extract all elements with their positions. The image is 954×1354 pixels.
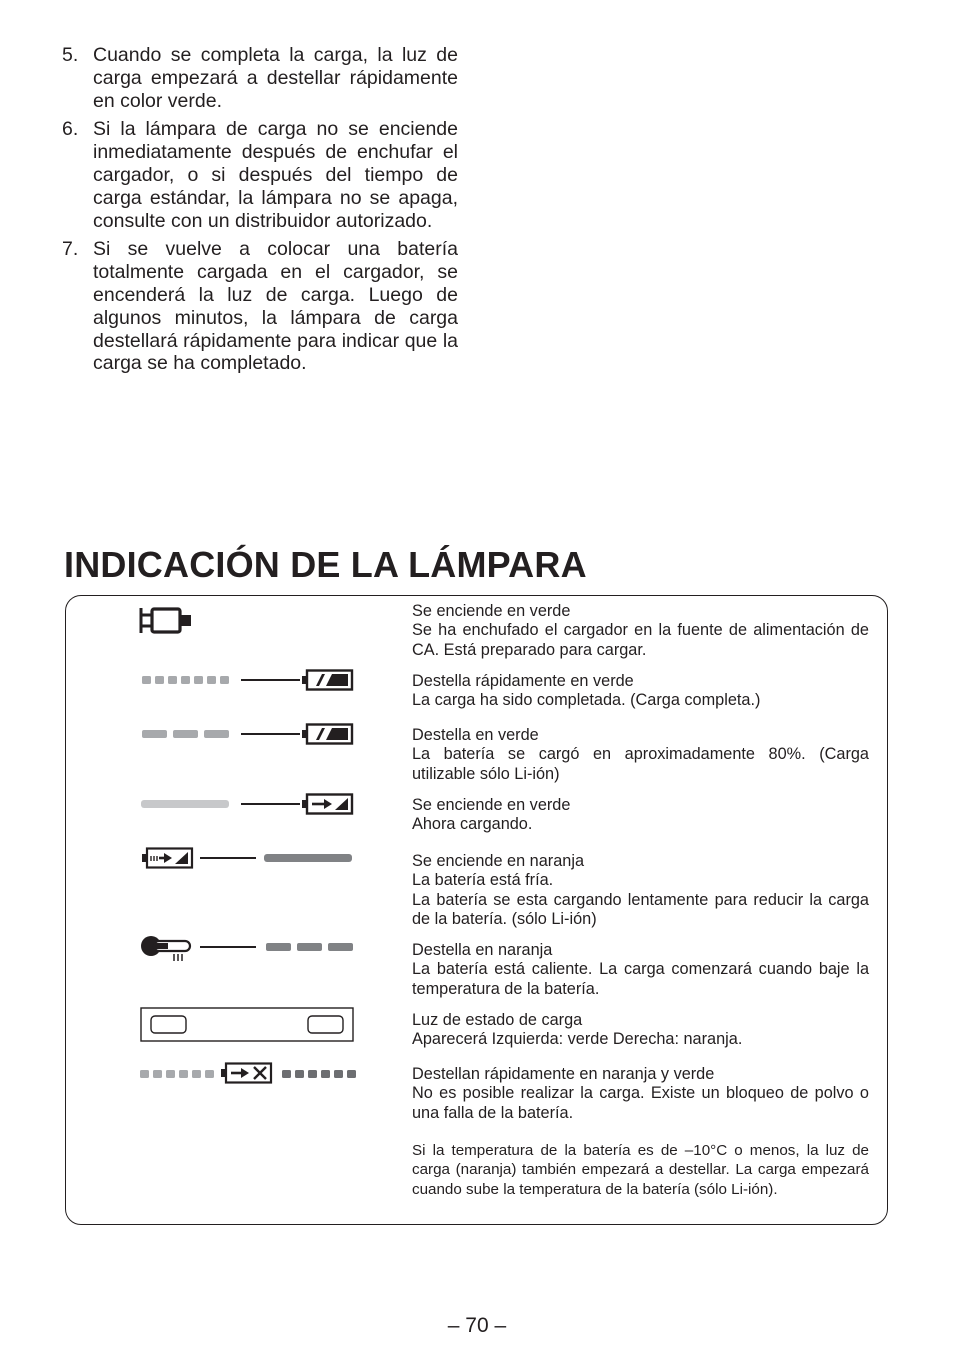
step-text: Cuando se completa la carga, la luz de carga empezará a destellar rápidamente en color verde.: [93, 44, 458, 112]
step-number: 5.: [62, 44, 79, 66]
indication-detail: Aparecerá Izquierda: verde Derecha: naranja.: [412, 1030, 743, 1049]
battery-error-icon: [221, 1062, 273, 1084]
battery-full-icon: [302, 669, 354, 691]
indication-heading: Se enciende en verde: [412, 796, 571, 814]
plug-icon: [140, 606, 194, 636]
status-lamps-icon: [140, 1007, 356, 1043]
indication-detail: La carga ha sido completada. (Carga completa.): [412, 691, 761, 710]
indication-description: [412, 852, 869, 930]
indication-detail: Ahora cargando.: [412, 815, 533, 834]
indication-detail: Se ha enchufado el cargador en la fuente de alimentación de CA. Está preparado para cargar.: [412, 621, 869, 659]
indication-description: [412, 1011, 869, 1050]
step-text: Si se vuelve a colocar una batería totalmente cargada en el cargador, se encenderá la luz de carga. Luego de algunos minutos, la lámpara de carga destellará rápidamente para indicar que la carga se ha completado.: [93, 238, 458, 375]
battery-full-icon: [302, 723, 354, 745]
step-item: [62, 238, 458, 375]
indication-heading: Destella en verde: [412, 726, 539, 744]
indication-heading: Destella rápidamente en verde: [412, 672, 634, 690]
indication-detail: La batería está caliente. La carga comenzará cuando baje la temperatura de la batería.: [412, 960, 869, 998]
indication-heading: Se enciende en verde: [412, 602, 571, 620]
indication-description: [412, 796, 869, 835]
indication-detail: La batería está fría.: [412, 871, 554, 890]
instruction-steps: [62, 44, 458, 381]
indication-description: [412, 941, 869, 999]
indication-heading: Se enciende en naranja: [412, 852, 584, 870]
step-number: 6.: [62, 118, 79, 141]
steady-light-pattern: [198, 846, 358, 870]
indication-detail: No es posible realizar la carga. Existe un bloqueo de polvo o una falla de la batería.: [412, 1084, 869, 1122]
indication-detail: La batería se cargó en aproximadamente 80%. (Carga utilizable sólo Li-ión): [412, 745, 869, 783]
indication-heading: Luz de estado de carga: [412, 1011, 583, 1029]
indication-description: [412, 1065, 869, 1123]
indication-heading: Destella en naranja: [412, 941, 553, 959]
indication-description: [412, 726, 869, 784]
indication-heading: Destellan rápidamente en naranja y verde: [412, 1065, 715, 1083]
indication-description: [412, 672, 869, 711]
battery-cold-icon: [142, 847, 194, 869]
temperature-note: Si la temperatura de la batería es de –10°C o menos, la luz de carga (naranja) también empezará a destellar. La carga empezará cuando sube la temperatura de la batería (sólo Li-ión).: [412, 1142, 869, 1198]
thermometer-hot-icon: [140, 935, 196, 963]
page-number: – 70 –: [447, 1314, 507, 1337]
step-number: 7.: [62, 238, 79, 261]
indication-description: [412, 602, 869, 660]
step-text: Si la lámpara de carga no se enciende inmediatamente después de enchufar el cargador, o si después del tiempo de carga estándar, la lámpara no se apaga, consulte con un distribuidor autorizado.: [93, 118, 458, 232]
step-item: [62, 44, 458, 112]
flash-pattern: [198, 935, 358, 959]
indication-detail: La batería se esta cargando lentamente para reducir la carga de la batería. (sólo Li-ión): [412, 890, 869, 929]
section-title: INDICACIÓN DE LA LÁMPARA: [64, 544, 587, 585]
step-item: [62, 118, 458, 232]
battery-charging-icon: [302, 793, 354, 815]
